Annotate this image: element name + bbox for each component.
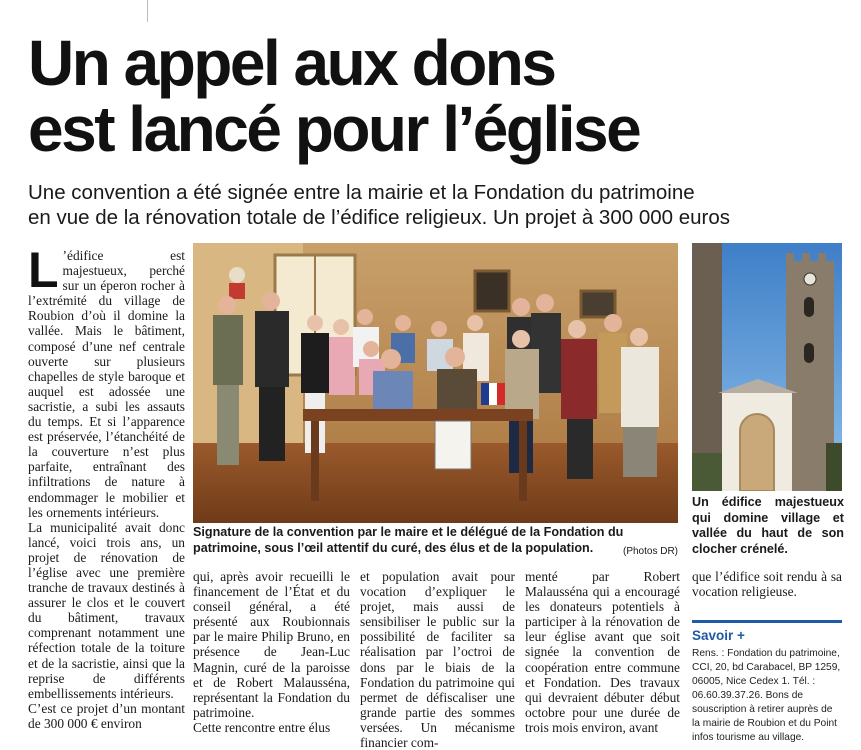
subhead-line-2: en vue de la rénovation totale de l’édifice religieux. Un projet à 300 000 euros <box>28 206 731 229</box>
savoir-plus-info: Rens. : Fondation du patrimoine, CCI, 20, bd Carabacel, BP 1259, 06005, Nice Cedex 1. Tél. : 06.60.39.37.26. Bons de souscription à retirer auprès de la mairie de Roubion et du Point infos tourisme au village. <box>692 648 841 743</box>
main-photo-caption <box>193 525 678 559</box>
savoir-plus-title: Savoir + <box>692 628 745 643</box>
headline <box>28 27 848 165</box>
column-rule <box>147 0 148 22</box>
signing-ceremony-photo <box>193 243 678 523</box>
article-column-3 <box>360 569 515 750</box>
body-paragraph: et population avait pour vocation d’expliquer le projet, mais aussi de sensibiliser le public sur la possibilité de faciliter sa réalisation par l’octroi de dons par le biais de la Fondation du patrimoine qui permet de défiscaliser une grande partie des sommes versées. Un mécanisme financier com- <box>360 569 515 750</box>
subheadline <box>28 180 848 230</box>
article-column-4 <box>525 569 680 735</box>
church-tower-photo <box>692 243 842 491</box>
lead-paragraph <box>28 242 185 520</box>
photo-credit: (Photos DR) <box>622 545 678 557</box>
body-paragraph: Cette rencontre entre élus <box>193 719 331 735</box>
body-paragraph: menté par Robert Malausséna qui a encouragé les donateurs potentiels à participer à la rénovation de leur église avant que soit signée la convention de coopération entre commune et Fondation. Des travaux qui devraient débuter début octobre pour une durée de trois mois environ, avant <box>525 569 680 735</box>
side-photo-caption: Un édifice majestueux qui domine village et vallée du haut de son clocher crénelé. <box>692 495 844 556</box>
body-paragraph: que l’édifice soit rendu à sa vocation religieuse. <box>692 569 842 600</box>
savoir-plus-box <box>692 620 842 745</box>
lead-text: ’édifice est majestueux, perché sur un éperon rocher à l’extrémité du village de Roubion d’où il domine la vallée. Mais le bâtiment, composé d’une nef centrale ouverte sur plusieurs chapelles de style baroque et auquel est adossée une sacristie, a subi les assauts du temps. Et si l’apparence est préservée, l’étanchéité de la couverture n’est plus parfaite, entraînant des infiltrations de nature à endommager le mobilier et les ornements intérieurs. <box>28 248 185 520</box>
drop-cap: L <box>28 242 59 298</box>
headline-line-1: Un appel aux dons <box>28 27 555 99</box>
caption-text: Signature de la convention par le maire et le délégué de la Fondation du patrimoine, sous l’œil attentif du curé, des élus et de la population. <box>193 525 624 555</box>
body-paragraph: qui, après avoir recueilli le financement de l’État et du conseil général, a été présenté aux Roubionnais par le maire Philip Bruno, en présence de Jean-Luc Magnin, curé de la paroisse et de Robert Malausséna, représentant la Fondation du patrimoine. <box>193 569 350 720</box>
headline-line-2: est lancé pour l’église <box>28 93 640 165</box>
article-column-1 <box>28 242 185 731</box>
article-column-2 <box>193 569 350 735</box>
article-column-5 <box>692 569 842 599</box>
body-paragraph: La municipalité avait donc lancé, voici trois ans, un projet de rénovation de l’église avec une première tranche de travaux destinés à assurer le clos et le couvert du bâtiment, travaux comprenant notamment une réfection totale de la toiture et de la sacristie, ainsi que la reprise de différents embellissements intérieurs. <box>28 519 185 701</box>
subhead-line-1: Une convention a été signée entre la mairie et la Fondation du patrimoine <box>28 181 695 204</box>
body-paragraph: C’est ce projet d’un montant de 300 000 € environ <box>28 700 185 731</box>
